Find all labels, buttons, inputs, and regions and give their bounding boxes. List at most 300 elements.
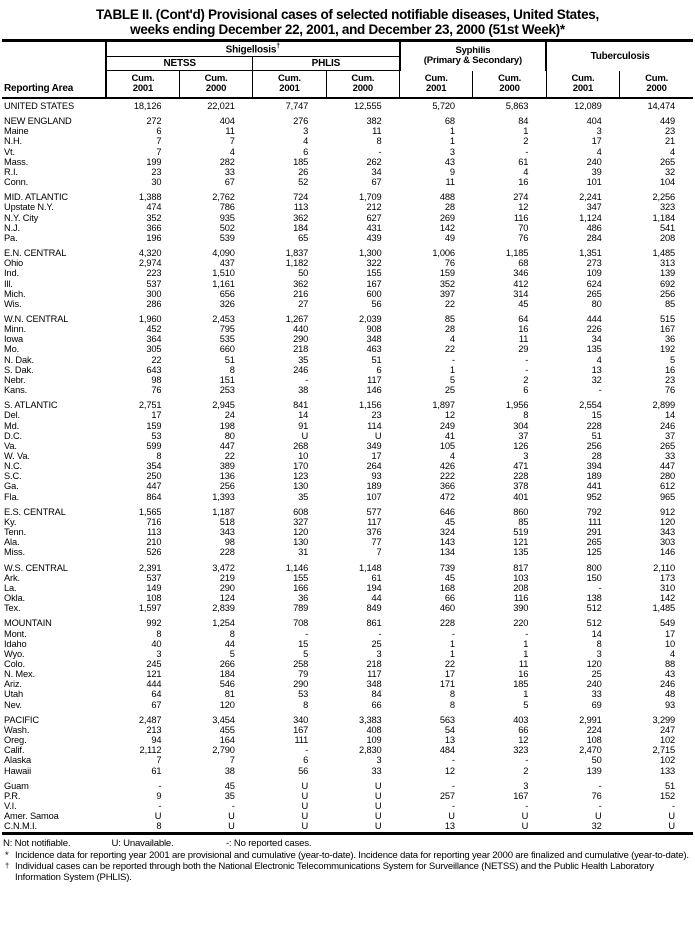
data-cell: 152 bbox=[659, 790, 675, 801]
table-row bbox=[2, 223, 693, 233]
data-cell: 123 bbox=[293, 471, 309, 482]
data-cell: 29 bbox=[518, 344, 529, 355]
cum-year: 2000 bbox=[646, 82, 667, 94]
table-row bbox=[2, 755, 693, 765]
data-cell: 17 bbox=[371, 451, 382, 461]
data-cell: 67 bbox=[224, 177, 235, 188]
data-cell: 484 bbox=[439, 745, 455, 756]
data-cell: 32 bbox=[591, 374, 602, 385]
data-cell: 30 bbox=[151, 177, 162, 188]
data-cell: 155 bbox=[293, 572, 309, 583]
data-cell: 4,090 bbox=[212, 248, 235, 259]
data-cell: 159 bbox=[439, 268, 455, 279]
data-cell: 25 bbox=[591, 669, 602, 680]
data-cell: 1 bbox=[523, 689, 529, 700]
data-cell: 32 bbox=[591, 821, 602, 832]
data-cell: 219 bbox=[219, 572, 235, 583]
data-cell: 1,485 bbox=[652, 248, 675, 259]
row-label: Idaho bbox=[4, 638, 27, 649]
data-cell: 431 bbox=[366, 222, 382, 233]
row-label: Ind. bbox=[4, 268, 19, 279]
table-row bbox=[2, 111, 693, 126]
data-cell: 10 bbox=[664, 638, 675, 649]
data-cell: 23 bbox=[664, 374, 675, 385]
data-cell: 66 bbox=[444, 593, 455, 604]
data-cell: 79 bbox=[298, 669, 309, 680]
data-cell: 218 bbox=[366, 658, 382, 669]
table-row bbox=[2, 517, 693, 527]
data-cell: 6 bbox=[523, 385, 529, 396]
row-label: Fla. bbox=[4, 491, 19, 502]
data-cell: 447 bbox=[219, 440, 235, 451]
data-cell: 159 bbox=[146, 420, 162, 431]
data-cell: 323 bbox=[513, 745, 529, 756]
data-cell: 109 bbox=[366, 735, 382, 746]
data-cell: 23 bbox=[664, 126, 675, 137]
data-cell: 449 bbox=[659, 116, 675, 127]
data-cell: 437 bbox=[219, 258, 235, 269]
row-label: D.C. bbox=[4, 430, 22, 441]
data-cell: 146 bbox=[366, 385, 382, 396]
data-cell: 716 bbox=[146, 516, 162, 527]
data-cell: 1,956 bbox=[505, 400, 529, 411]
data-cell: 643 bbox=[146, 364, 162, 375]
data-cell: 1,597 bbox=[138, 603, 162, 614]
data-cell: 198 bbox=[219, 420, 235, 431]
data-cell: 1 bbox=[449, 638, 455, 649]
data-cell: 291 bbox=[586, 527, 602, 538]
data-cell: 273 bbox=[586, 258, 602, 269]
data-cell: 52 bbox=[298, 177, 309, 188]
data-cell: 185 bbox=[513, 679, 529, 690]
data-cell: 67 bbox=[371, 177, 382, 188]
data-cell: 61 bbox=[518, 156, 529, 167]
data-cell: 84 bbox=[371, 689, 382, 700]
table-row bbox=[2, 167, 693, 177]
data-cell: 352 bbox=[146, 212, 162, 223]
data-cell: 36 bbox=[664, 334, 675, 345]
data-cell: 173 bbox=[659, 572, 675, 583]
row-label: Mass. bbox=[4, 156, 29, 167]
data-cell: 382 bbox=[366, 116, 382, 127]
data-cell: 22 bbox=[444, 298, 455, 309]
data-cell: 199 bbox=[146, 156, 162, 167]
data-cell: 22 bbox=[444, 344, 455, 355]
data-cell: 192 bbox=[659, 344, 675, 355]
data-cell: 817 bbox=[513, 562, 529, 573]
data-cell: 11 bbox=[372, 126, 382, 137]
row-label: Wyo. bbox=[4, 648, 25, 659]
row-label: E.N. CENTRAL bbox=[4, 248, 67, 259]
data-cell: 76 bbox=[591, 790, 602, 801]
data-cell: 4 bbox=[596, 354, 602, 365]
data-cell: 80 bbox=[591, 298, 602, 309]
table-row bbox=[2, 233, 693, 243]
data-cell: 7 bbox=[229, 136, 235, 147]
data-cell: 266 bbox=[219, 658, 235, 669]
table-row bbox=[2, 735, 693, 745]
data-cell: 12 bbox=[518, 202, 529, 213]
data-cell: U bbox=[448, 811, 455, 822]
data-cell: 488 bbox=[439, 192, 455, 203]
table-row bbox=[2, 492, 693, 502]
row-label: Calif. bbox=[4, 745, 25, 756]
footnote-dagger-text: Individual cases can be reported through both the National Electronic Telecommunications System for Surveillance (NETSS) and the Public Health Laboratory Information System (PHLIS). bbox=[15, 861, 655, 884]
row-label: Utah bbox=[4, 689, 24, 700]
col-header-cum-1 bbox=[106, 71, 179, 99]
table-row bbox=[2, 147, 693, 157]
data-cell: 4,320 bbox=[138, 248, 162, 259]
data-cell: 535 bbox=[219, 334, 235, 345]
data-cell: 600 bbox=[366, 288, 382, 299]
legend-no-reported-cases: -: No reported cases. bbox=[225, 838, 312, 850]
data-cell: U bbox=[374, 430, 382, 441]
data-cell: 168 bbox=[439, 582, 455, 593]
data-cell: 142 bbox=[659, 593, 675, 604]
data-cell: 250 bbox=[146, 471, 162, 482]
data-cell: 4 bbox=[303, 136, 309, 147]
data-cell: 66 bbox=[518, 724, 529, 735]
data-cell: - bbox=[525, 628, 529, 639]
data-cell: 362 bbox=[293, 212, 309, 223]
data-cell: 14 bbox=[591, 628, 602, 639]
row-label: Va. bbox=[4, 440, 17, 451]
table-row bbox=[2, 309, 693, 324]
data-cell: 43 bbox=[444, 156, 455, 167]
data-cell: 2,715 bbox=[652, 745, 675, 756]
data-cell: 246 bbox=[659, 679, 675, 690]
data-cell: 189 bbox=[586, 471, 602, 482]
data-cell: 108 bbox=[586, 735, 602, 746]
col-group-shigellosis: Shigellosis† bbox=[106, 41, 400, 57]
table-row bbox=[2, 679, 693, 689]
data-cell: 343 bbox=[219, 527, 235, 538]
data-cell: 15 bbox=[591, 410, 602, 421]
data-cell: 12,555 bbox=[353, 101, 382, 111]
data-cell: 136 bbox=[219, 471, 235, 482]
data-cell: 276 bbox=[293, 116, 309, 127]
table-row bbox=[2, 527, 693, 537]
data-cell: 24 bbox=[224, 410, 235, 421]
data-cell: 792 bbox=[586, 506, 602, 517]
data-cell: 228 bbox=[513, 471, 529, 482]
table-row bbox=[2, 299, 693, 309]
data-cell: 4 bbox=[449, 334, 455, 345]
data-cell: 352 bbox=[439, 278, 455, 289]
data-cell: 5,863 bbox=[505, 101, 529, 111]
data-cell: - bbox=[305, 628, 309, 639]
data-cell: 76 bbox=[151, 385, 162, 396]
row-label: Miss. bbox=[4, 547, 25, 558]
data-cell: 216 bbox=[293, 288, 309, 299]
row-label: R.I. bbox=[4, 166, 18, 177]
data-cell: 53 bbox=[151, 430, 162, 441]
row-label: Md. bbox=[4, 420, 20, 431]
data-cell: 1,837 bbox=[285, 248, 309, 259]
data-cell: 16 bbox=[518, 177, 529, 188]
table-row bbox=[2, 689, 693, 699]
data-cell: U bbox=[301, 801, 309, 811]
data-cell: 247 bbox=[659, 724, 675, 735]
table-row bbox=[2, 791, 693, 801]
data-cell: 45 bbox=[444, 572, 455, 583]
data-cell: 120 bbox=[293, 527, 309, 538]
data-cell: 5 bbox=[229, 648, 235, 659]
data-cell: 912 bbox=[659, 506, 675, 517]
data-cell: 952 bbox=[586, 491, 602, 502]
data-cell: 426 bbox=[439, 461, 455, 472]
table-row bbox=[2, 334, 693, 344]
data-cell: 240 bbox=[586, 679, 602, 690]
data-cell: 376 bbox=[366, 527, 382, 538]
data-cell: 130 bbox=[293, 481, 309, 492]
data-cell: 120 bbox=[659, 516, 675, 527]
data-cell: 1,709 bbox=[358, 192, 382, 203]
data-cell: 120 bbox=[219, 699, 235, 710]
data-cell: 444 bbox=[146, 679, 162, 690]
data-cell: 113 bbox=[293, 202, 309, 213]
row-label: S. Dak. bbox=[4, 364, 34, 375]
data-cell: 2,830 bbox=[358, 745, 382, 756]
data-cell: 6 bbox=[303, 755, 309, 766]
data-cell: 7,747 bbox=[285, 101, 309, 111]
data-cell: U bbox=[521, 811, 529, 822]
data-cell: - bbox=[525, 146, 529, 157]
data-cell: 116 bbox=[513, 593, 529, 604]
data-cell: 1,185 bbox=[505, 248, 529, 259]
data-cell: - bbox=[598, 801, 602, 811]
data-cell: 151 bbox=[219, 374, 235, 385]
data-cell: 33 bbox=[664, 451, 675, 461]
data-cell: 38 bbox=[298, 385, 309, 396]
data-cell: 23 bbox=[151, 166, 162, 177]
footnote-star-marker: * bbox=[5, 849, 9, 861]
data-cell: 194 bbox=[366, 582, 382, 593]
data-cell: 8 bbox=[229, 628, 235, 639]
table-row bbox=[2, 629, 693, 639]
data-cell: 305 bbox=[146, 344, 162, 355]
data-cell: 3,383 bbox=[358, 714, 382, 725]
data-cell: 85 bbox=[664, 298, 675, 309]
row-label: V.I. bbox=[4, 801, 17, 811]
data-cell: 102 bbox=[659, 735, 675, 746]
data-cell: - bbox=[598, 780, 602, 791]
data-cell: U bbox=[374, 801, 382, 811]
data-cell: 304 bbox=[513, 420, 529, 431]
table-row bbox=[2, 324, 693, 334]
data-cell: 124 bbox=[219, 593, 235, 604]
data-cell: 2,039 bbox=[358, 313, 382, 324]
data-cell: 7 bbox=[156, 146, 162, 157]
data-cell: 121 bbox=[513, 537, 529, 548]
data-cell: 2,554 bbox=[579, 400, 602, 411]
data-cell: 76 bbox=[664, 385, 675, 396]
data-cell: 401 bbox=[513, 491, 529, 502]
data-cell: 93 bbox=[371, 471, 382, 482]
row-label: Alaska bbox=[4, 755, 32, 766]
data-cell: 6 bbox=[376, 364, 382, 375]
data-cell: 184 bbox=[293, 222, 309, 233]
data-cell: 861 bbox=[366, 618, 382, 629]
table-row bbox=[2, 613, 693, 628]
data-cell: 22 bbox=[224, 451, 235, 461]
data-cell: 22,021 bbox=[207, 101, 235, 111]
col-header-cum-2 bbox=[179, 71, 252, 99]
row-label: Okla. bbox=[4, 593, 25, 604]
data-cell: 394 bbox=[586, 461, 602, 472]
data-cell: 12 bbox=[444, 765, 455, 776]
data-cell: 269 bbox=[439, 212, 455, 223]
data-cell: 22 bbox=[151, 354, 162, 365]
data-cell: 149 bbox=[146, 582, 162, 593]
data-cell: 378 bbox=[513, 481, 529, 492]
data-cell: 282 bbox=[219, 156, 235, 167]
data-cell: 8 bbox=[596, 638, 602, 649]
data-cell: 36 bbox=[298, 593, 309, 604]
data-cell: 246 bbox=[659, 420, 675, 431]
data-cell: 108 bbox=[146, 593, 162, 604]
data-cell: 439 bbox=[366, 232, 382, 243]
data-cell: - bbox=[525, 354, 529, 365]
data-cell: 228 bbox=[219, 547, 235, 558]
data-cell: 8 bbox=[303, 699, 309, 710]
data-cell: 2,762 bbox=[212, 192, 235, 203]
row-label: Ark. bbox=[4, 572, 20, 583]
footnote-star-text: Incidence data for reporting year 2001 are provisional and cumulative (year-to-date). Incidence data for reporting year 2000 are finalized and cumulative (year-to-date). bbox=[15, 849, 689, 861]
data-cell: 50 bbox=[591, 755, 602, 766]
data-cell: 2,991 bbox=[579, 714, 602, 725]
row-label: NEW ENGLAND bbox=[4, 116, 72, 127]
data-cell: 314 bbox=[513, 288, 529, 299]
data-cell: - bbox=[672, 801, 675, 811]
data-cell: U bbox=[374, 790, 382, 801]
data-cell: 114 bbox=[367, 420, 382, 431]
data-cell: 85 bbox=[444, 313, 455, 324]
data-cell: 3 bbox=[523, 451, 529, 461]
data-cell: 249 bbox=[439, 420, 455, 431]
data-cell: 33 bbox=[224, 166, 235, 177]
data-cell: 608 bbox=[293, 506, 309, 517]
row-label: Conn. bbox=[4, 177, 29, 188]
data-cell: 1,388 bbox=[138, 192, 162, 203]
footnote-star bbox=[3, 850, 692, 861]
data-cell: 8 bbox=[156, 451, 162, 461]
col-header-cum-6 bbox=[473, 71, 546, 99]
data-cell: U bbox=[668, 811, 675, 822]
data-cell: 88 bbox=[664, 658, 675, 669]
data-cell: 26 bbox=[298, 166, 309, 177]
data-cell: 68 bbox=[518, 258, 529, 269]
row-label: E.S. CENTRAL bbox=[4, 506, 66, 517]
table-row bbox=[2, 481, 693, 491]
data-cell: 54 bbox=[444, 724, 455, 735]
data-cell: 1,300 bbox=[358, 248, 382, 259]
data-cell: 2,470 bbox=[579, 745, 602, 756]
data-cell: 210 bbox=[146, 537, 162, 548]
data-cell: 6 bbox=[303, 146, 309, 157]
row-label: N.J. bbox=[4, 222, 20, 233]
data-cell: 9 bbox=[449, 166, 455, 177]
table-row bbox=[2, 279, 693, 289]
data-cell: 45 bbox=[224, 780, 235, 791]
row-label: Upstate N.Y. bbox=[4, 202, 54, 213]
data-cell: 389 bbox=[219, 461, 235, 472]
data-cell: 31 bbox=[298, 547, 309, 558]
data-cell: 486 bbox=[586, 222, 602, 233]
data-cell: 117 bbox=[367, 516, 382, 527]
table-row bbox=[2, 502, 693, 517]
data-cell: 256 bbox=[219, 481, 235, 492]
table-row bbox=[2, 649, 693, 659]
data-cell: 397 bbox=[439, 288, 455, 299]
data-cell: 15 bbox=[298, 638, 309, 649]
data-cell: 440 bbox=[293, 324, 309, 335]
data-cell: U bbox=[301, 821, 309, 832]
data-cell: 17 bbox=[151, 410, 162, 421]
data-cell: 2,110 bbox=[653, 562, 675, 573]
data-cell: 519 bbox=[513, 527, 529, 538]
table-row bbox=[2, 583, 693, 593]
data-cell: 2,487 bbox=[138, 714, 162, 725]
data-cell: 256 bbox=[586, 440, 602, 451]
data-cell: - bbox=[158, 801, 162, 811]
data-cell: 348 bbox=[366, 679, 382, 690]
table-row bbox=[2, 593, 693, 603]
data-cell: 264 bbox=[366, 461, 382, 472]
data-cell: 51 bbox=[664, 780, 675, 791]
data-cell: 290 bbox=[293, 334, 309, 345]
data-cell: 452 bbox=[146, 324, 162, 335]
data-cell: 3,299 bbox=[652, 714, 675, 725]
data-cell: 9 bbox=[156, 790, 162, 801]
data-cell: 354 bbox=[146, 461, 162, 472]
data-cell: U bbox=[301, 430, 309, 441]
data-cell: 7 bbox=[156, 136, 162, 147]
data-cell: 45 bbox=[444, 516, 455, 527]
data-cell: 117 bbox=[367, 669, 382, 680]
table-row bbox=[2, 421, 693, 431]
data-cell: U bbox=[521, 821, 529, 832]
data-cell: 13 bbox=[591, 364, 602, 375]
footnote-dagger bbox=[3, 861, 692, 883]
data-cell: 1 bbox=[523, 638, 529, 649]
data-cell: 455 bbox=[219, 724, 235, 735]
data-cell: 185 bbox=[293, 156, 309, 167]
data-cell: 624 bbox=[586, 278, 602, 289]
row-label: N.C. bbox=[4, 461, 22, 472]
legend-line bbox=[3, 838, 692, 849]
data-cell: 34 bbox=[371, 166, 382, 177]
data-cell: 212 bbox=[366, 202, 382, 213]
data-cell: 61 bbox=[371, 572, 382, 583]
data-cell: 795 bbox=[219, 324, 235, 335]
data-cell: 412 bbox=[513, 278, 529, 289]
data-cell: 340 bbox=[293, 714, 309, 725]
row-label: Ky. bbox=[4, 516, 17, 527]
data-cell: 18,126 bbox=[133, 101, 162, 111]
data-cell: 105 bbox=[439, 440, 455, 451]
data-cell: - bbox=[451, 755, 455, 766]
data-cell: 472 bbox=[439, 491, 455, 502]
data-cell: 2 bbox=[523, 374, 529, 385]
data-cell: 167 bbox=[293, 724, 309, 735]
data-cell: 1 bbox=[449, 126, 455, 137]
data-cell: 1,006 bbox=[432, 248, 455, 259]
data-cell: 5,720 bbox=[432, 101, 455, 111]
data-cell: 1,146 bbox=[285, 562, 309, 573]
data-cell: 13 bbox=[444, 821, 455, 832]
table-row bbox=[2, 243, 693, 258]
